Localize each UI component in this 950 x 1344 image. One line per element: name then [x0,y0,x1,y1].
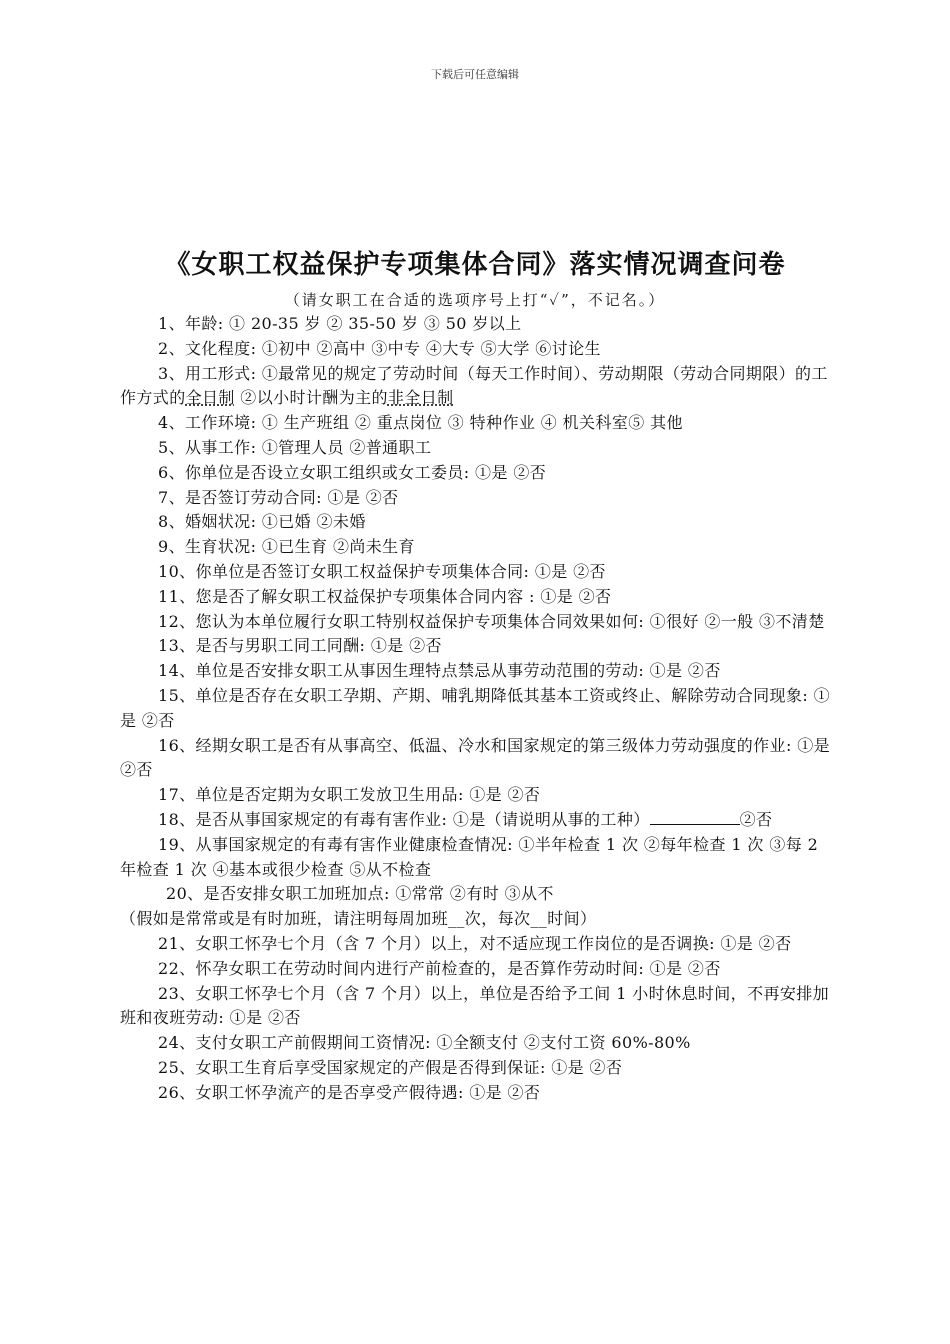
question-26: 26、女职工怀孕流产的是否享受产假待遇: ①是 ②否 [158,1082,541,1102]
question-14: 14、单位是否安排女职工从事因生理特点禁忌从事劳动范围的劳动: ①是 ②否 [158,661,721,681]
question-3-text: 3、用工形式: ①最常见的规定了劳动时间（每天工作时间）、劳动期限（劳动合同期限）的工作方式的 [120,363,828,408]
question-12: 12、您认为本单位履行女职工特别权益保护专项集体合同效果如何: ①很好 ②一般 ③不清楚 [158,611,825,631]
question-1: 1、年龄: ① 20-35 岁 ② 35-50 岁 ③ 50 岁以上 [158,314,522,333]
question-6: 6、你单位是否设立女职工组织或女工委员: ①是 ②否 [158,462,547,482]
occupation-blank[interactable] [650,808,740,825]
question-5: 5、从事工作: ①管理人员 ②普通职工 [158,437,432,457]
question-8: 8、婚姻状况: ①已婚 ②未婚 [158,512,366,532]
question-24: 24、支付女职工产前假期间工资情况: ①全额支付 ②支付工资 60%-80% [158,1033,691,1053]
question-13: 13、是否与男职工同工同酬: ①是 ②否 [158,636,442,656]
question-20: 20、是否安排女职工加班加点: ①常常 ②有时 ③从不 [166,884,554,904]
question-16: 16、经期女职工是否有从事高空、低温、冷水和国家规定的第三级体力劳动强度的作业: ①是 ②否 [120,735,831,780]
question-18 [120,808,832,833]
question-3-option-2: ②以小时计酬为主的 [234,388,388,408]
full-time-term: 全日制 [185,388,235,408]
question-25: 25、女职工生育后享受国家规定的产假是否得到保证: ①是 ②否 [158,1057,623,1077]
question-15: 15、单位是否存在女职工孕期、产期、哺乳期降低其基本工资或终止、解除劳动合同现象: ①是 ②否 [120,685,831,730]
question-21: 21、女职工怀孕七个月（含 7 个月）以上，对不适应现工作岗位的是否调换: ①是 ②否 [158,933,792,953]
question-17: 17、单位是否定期为女职工发放卫生用品: ①是 ②否 [158,785,541,805]
question-18-option-2: ②否 [739,809,773,829]
question-11: 11、您是否了解女职工权益保护专项集体合同内容 : ①是 ②否 [158,586,612,606]
question-9: 9、生育状况: ①已生育 ②尚未生育 [158,537,415,557]
page-title: 《女职工权益保护专项集体合同》落实情况调查问卷 [164,250,786,280]
question-18-text: 18、是否从事国家规定的有毒有害作业: ①是（请说明从事的工种） [158,809,650,829]
question-list [120,312,832,1106]
question-10: 10、你单位是否签订女职工权益保护专项集体合同: ①是 ②否 [158,561,606,581]
question-4: 4、工作环境: ① 生产班组 ② 重点岗位 ③ 特种作业 ④ 机关科室⑤ 其他 [158,413,683,433]
instruction: （请女职工在合适的选项序号上打“✓”，不记名。） [284,291,666,309]
question-20-note: （假如是常常或是有时加班，请注明每周加班__次，每次__时间） [120,909,597,929]
question-3 [120,362,832,412]
question-7: 7、是否签订劳动合同: ①是 ②否 [158,487,399,507]
question-23: 23、女职工怀孕七个月（含 7 个月）以上，单位是否给予工间 1 小时休息时间，不再安排加班和夜班劳动: ①是 ②否 [120,983,830,1028]
header-note: 下载后可任意编辑 [431,68,519,81]
question-19: 19、从事国家规定的有毒有害作业健康检查情况: ①半年检查 1 次 ②每年检查 1 次 ③每 2 年检查 1 次 ④基本或很少检查 ⑤从不检查 [120,834,819,879]
question-22: 22、怀孕女职工在劳动时间内进行产前检查的，是否算作劳动时间: ①是 ②否 [158,958,721,978]
part-time-term: 非全日制 [387,388,454,408]
question-2: 2、文化程度: ①初中 ②高中 ③中专 ④大专 ⑤大学 ⑥讨论生 [158,338,601,358]
